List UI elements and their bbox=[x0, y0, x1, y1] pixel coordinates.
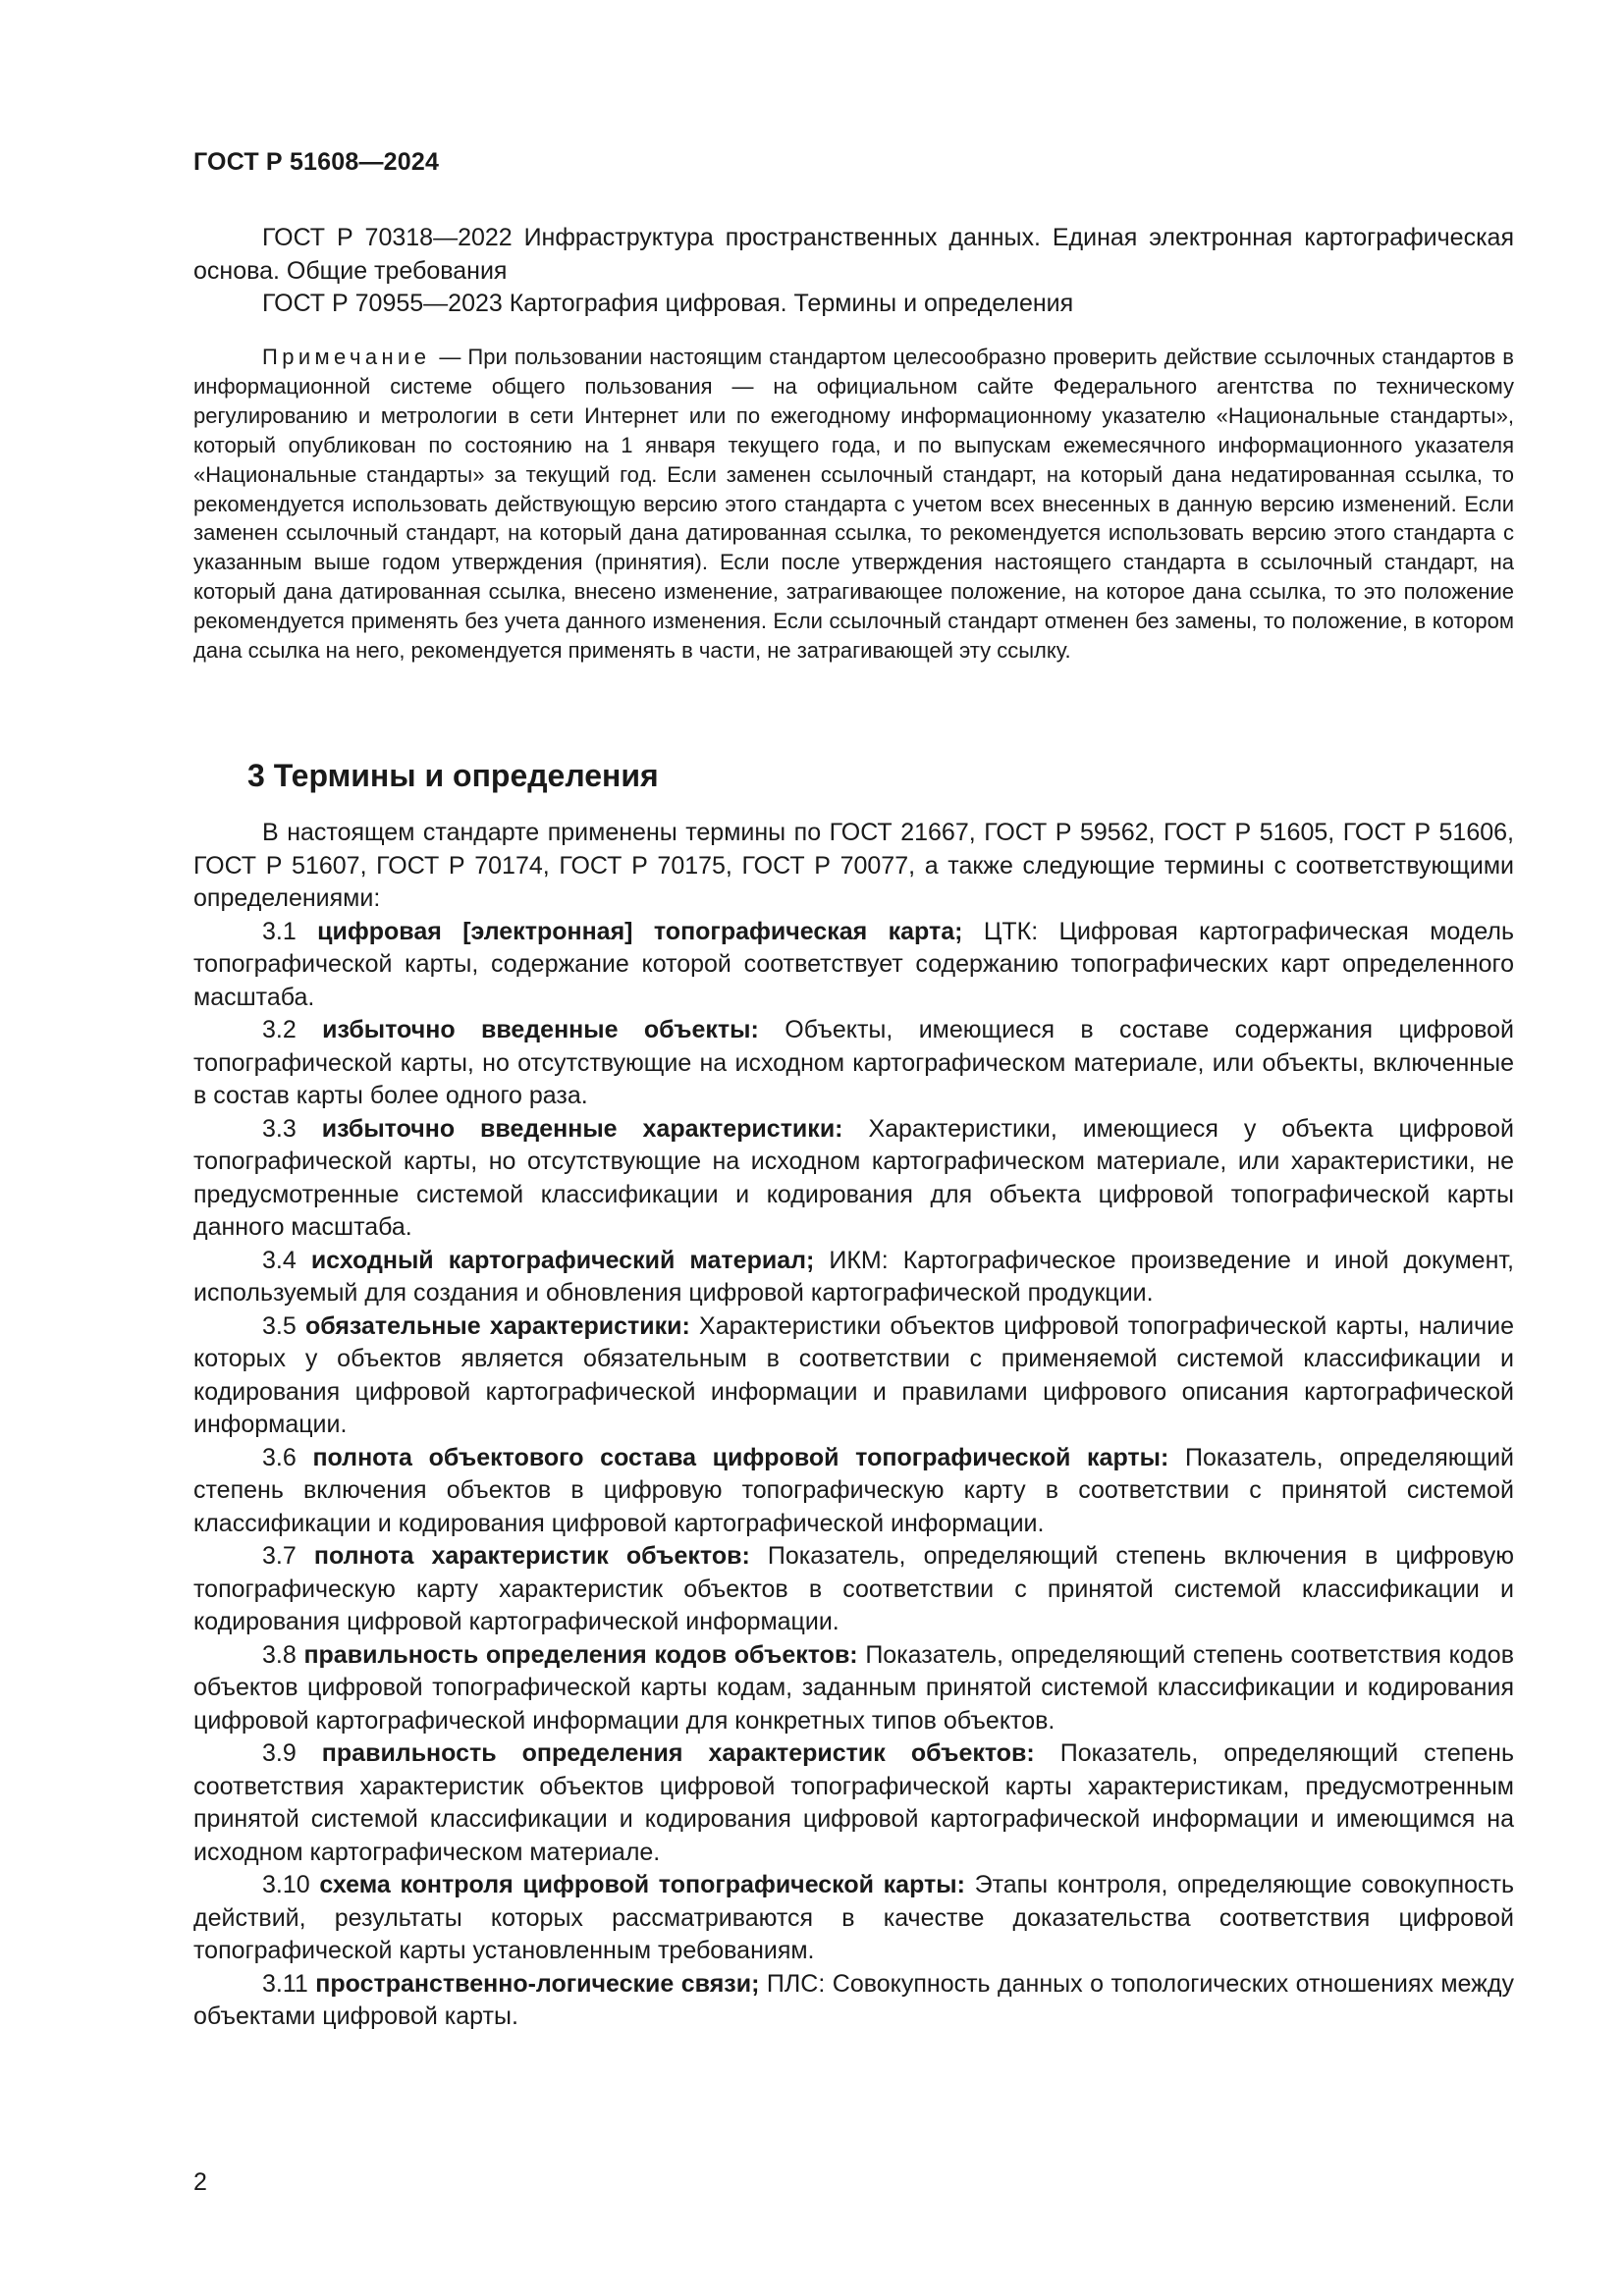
term-name: правильность определения кодов объектов: bbox=[303, 1640, 858, 1669]
term-name: исходный картографический материал; bbox=[310, 1246, 815, 1274]
term-entry bbox=[193, 1014, 1514, 1113]
section-intro: В настоящем стандарте применены термины по ГОСТ 21667, ГОСТ Р 59562, ГОСТ Р 51605, ГОСТ Р 51606, ГОСТ Р 51607, ГОСТ Р 70174, ГОСТ Р 70175, ГОСТ Р 70077, а также следующие термины с соответствующими определениями: bbox=[193, 819, 1514, 912]
term-definition: Показатель, определяющий степень включения объектов в цифровую топографическую карту в соответствии с принятой системой классификации и кодирования цифровой картографической информации. bbox=[193, 1443, 1515, 1537]
term-entry bbox=[193, 1968, 1514, 2034]
term-entry bbox=[193, 1639, 1514, 1738]
term-entry bbox=[193, 1113, 1514, 1245]
term-number: 3.2 bbox=[262, 1016, 297, 1043]
term-entry bbox=[193, 1540, 1514, 1639]
term-number: 3.7 bbox=[262, 1542, 297, 1570]
term-name: пространственно-логические связи; bbox=[315, 1969, 760, 1998]
term-name: избыточно введенные объекты: bbox=[322, 1016, 759, 1043]
term-number: 3.9 bbox=[262, 1739, 297, 1767]
term-name: правильность определения характеристик объектов: bbox=[321, 1739, 1035, 1767]
term-definition: Показатель, определяющий степень включения в цифровую топографическую карту характеристик объектов в соответствии с принятой системой классификации и кодирования цифровой картографической информации. bbox=[193, 1542, 1514, 1635]
term-definition: Показатель, определяющий степень соответствия кодов объектов цифровой топографической карты кодам, заданным принятой системой классификации и кодирования цифровой картографической информации для конкретных типов объектов. bbox=[193, 1640, 1514, 1735]
term-definition: Характеристики объектов цифровой топографической карты, наличие которых у объектов является обязательным в соответствии с применяемой системой классификации и кодирования цифровой картографической информации и правилами цифрового описания картографической информации. bbox=[193, 1311, 1514, 1438]
term-number: 3.4 bbox=[262, 1246, 297, 1274]
page-number: 2 bbox=[193, 2168, 207, 2196]
section-title: 3 Термины и определения bbox=[247, 758, 659, 793]
term-number: 3.11 bbox=[262, 1969, 308, 1998]
term-definition: Показатель, определяющий степень соответствия характеристик объектов цифровой топографической карты характеристикам, предусмотренным принятой системой классификации и кодирования цифровой картографической информации и имеющимся на исходном картографическом материале. bbox=[193, 1739, 1514, 1866]
note-label: Примечание bbox=[262, 345, 431, 369]
term-number: 3.8 bbox=[262, 1640, 297, 1669]
term-number: 3.1 bbox=[262, 917, 297, 945]
term-number: 3.10 bbox=[262, 1871, 310, 1898]
term-name: полнота объектового состава цифровой топографической карты: bbox=[312, 1443, 1169, 1471]
normative-references bbox=[193, 222, 1514, 321]
term-definition: Характеристики, имеющиеся у объекта цифровой топографической карты, но отсутствующие на исходном картографическом материале, или характеристики, не предусмотренные системой классификации и кодирования для объекта цифровой топографической карты данного масштаба. bbox=[193, 1114, 1514, 1241]
reference-item: ГОСТ Р 70955—2023 Картография цифровая. Термины и определения bbox=[262, 290, 1074, 317]
document-header: ГОСТ Р 51608—2024 bbox=[193, 148, 440, 176]
term-name: обязательные характеристики: bbox=[304, 1311, 690, 1340]
term-definition: ИКМ: Картографическое произведение и иной документ, используемый для создания и обновления цифровой картографической продукции. bbox=[193, 1246, 1515, 1307]
reference-item: ГОСТ Р 70318—2022 Инфраструктура пространственных данных. Единая электронная картографическая основа. Общие требования bbox=[193, 224, 1514, 285]
term-entry bbox=[193, 1442, 1514, 1541]
term-entry bbox=[193, 1869, 1514, 1968]
term-name: полнота характеристик объектов: bbox=[313, 1542, 750, 1570]
term-number: 3.6 bbox=[262, 1443, 297, 1471]
term-entry bbox=[193, 1245, 1514, 1310]
term-name: цифровая [электронная] топографическая карта; bbox=[317, 917, 963, 945]
term-definition: ПЛС: Совокупность данных о топологических отношениях между объектами цифровой карты. bbox=[193, 1969, 1514, 2030]
note-text: — При пользовании настоящим стандартом целесообразно проверить действие ссылочных стандартов в информационной системе общего пользования — на официальном сайте Федерального агентства по техническому регулированию и метрологии в сети Интернет или по ежегодному информационному указателю «Национальные стандарты», который опубликован по состоянию на 1 января текущего года, и по выпускам ежемесячного информационного указателя «Национальные стандарты» за текущий год. Если заменен ссылочный стандарт, на который дана недатированная ссылка, то рекомендуется использовать действующую версию этого стандарта с учетом всех внесенных в данную версию изменений. Если заменен ссылочный стандарт, на который дана датированная ссылка, то рекомендуется использовать версию этого стандарта с указанным выше годом утверждения (принятия). Если после утверждения настоящего стандарта в ссылочный стандарт, на который дана датированная ссылка, внесено изменение, затрагивающее положение, на которое дана ссылка, то это положение рекомендуется применять без учета данного изменения. Если ссылочный стандарт отменен без замены, то положение, в котором дана ссылка на него, рекомендуется применять в части, не затрагивающей эту ссылку. bbox=[193, 345, 1514, 664]
note-paragraph bbox=[193, 343, 1514, 666]
term-name: схема контроля цифровой топографической карты: bbox=[319, 1871, 965, 1898]
term-entry bbox=[193, 1310, 1514, 1442]
term-number: 3.3 bbox=[262, 1114, 297, 1143]
term-entry bbox=[193, 1737, 1514, 1869]
terms-body bbox=[193, 817, 1514, 2034]
term-definition: Объекты, имеющиеся в составе содержания цифровой топографической карты, но отсутствующие на исходном картографическом материале, или объекты, включенные в состав карты более одного раза. bbox=[193, 1016, 1515, 1109]
term-definition: Этапы контроля, определяющие совокупность действий, результаты которых рассматриваются в качестве доказательства соответствия цифровой топографической карты установленным требованиям. bbox=[193, 1871, 1515, 1964]
term-number: 3.5 bbox=[262, 1311, 297, 1340]
term-definition: ЦТК: Цифровая картографическая модель топографической карты, содержание которой соответствует содержанию топографических карт определенного масштаба. bbox=[193, 917, 1515, 1011]
term-name: избыточно введенные характеристики: bbox=[321, 1114, 843, 1143]
term-entry bbox=[193, 916, 1514, 1015]
